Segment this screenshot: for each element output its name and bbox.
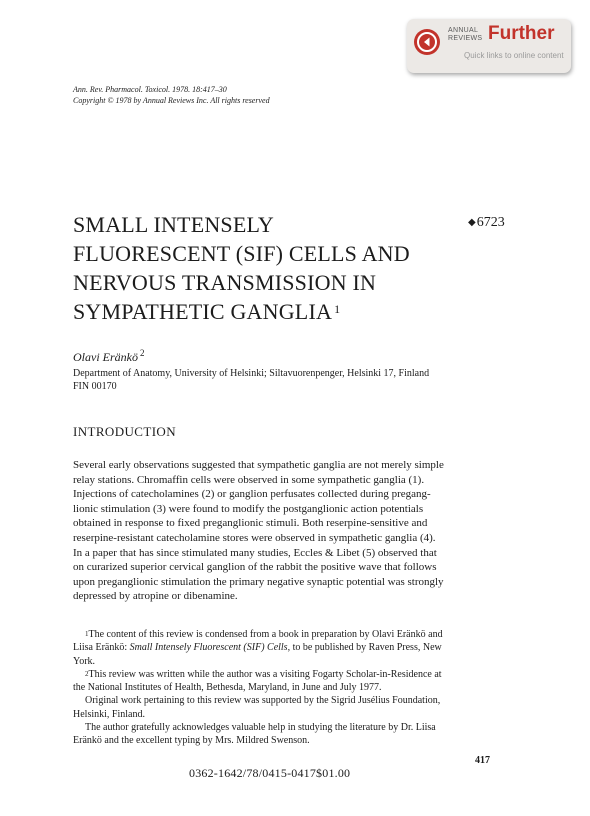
badge-further-text: Further: [488, 23, 555, 44]
page-number: 417: [475, 755, 490, 766]
paragraph-line: lionic stimulation (3) were found to modify the postganglionic action potentials: [73, 502, 424, 515]
footnote-1-mark: 1: [85, 630, 89, 638]
paragraph-line: obtained in response to fixed preganglionic stimuli. Both reserpine-sensitive and: [73, 517, 428, 530]
footnote-text: to be published by Raven Press, New: [290, 642, 442, 654]
badge-reviews-text: REVIEWS: [448, 35, 483, 42]
footnote-1-line-2: [73, 641, 493, 654]
affiliation-line: Department of Anatomy, University of Helsinki; Siltavuorenpenger, Helsinki 17, Finland: [73, 368, 430, 379]
footnote-2-line-2: the National Institutes of Health, Bethesda, Maryland, in June and July 1977.: [73, 682, 382, 694]
diamond-icon: ◆: [468, 217, 476, 228]
author-byline: [73, 348, 145, 365]
article-code-number: 6723: [476, 215, 505, 230]
title-footnote-mark[interactable]: 1: [334, 302, 341, 316]
annual-reviews-further-badge[interactable]: [407, 19, 571, 73]
footnote-1: [73, 628, 493, 641]
copyright-notice: Copyright © 1978 by Annual Reviews Inc. All rights reserved: [73, 96, 270, 105]
affiliation-line: FIN 00170: [73, 381, 117, 392]
paragraph-line: depressed by atropine or dibenamine.: [73, 590, 238, 603]
footnote-text: The content of this review is condensed from a book in preparation by Olavi Eränkö and: [88, 629, 443, 640]
author-footnote-mark[interactable]: 2: [140, 348, 145, 358]
footnote-text: Liisa Eränkö:: [73, 642, 130, 654]
title-line: FLUORESCENT (SIF) CELLS AND: [73, 241, 410, 266]
price-code: 0362-1642/78/0415-0417$01.00: [189, 766, 351, 780]
badge-annual-text: ANNUAL: [448, 27, 479, 34]
footnote-2-mark: 2: [85, 669, 89, 678]
play-icon: [414, 29, 440, 55]
paragraph-line: reserpine-resistant catecholamine stores were observed in sympathetic ganglia (4).: [73, 531, 436, 544]
support-note-line-2: Helsinki, Finland.: [73, 708, 145, 720]
journal-citation: Ann. Rev. Pharmacol. Toxicol. 1978. 18:417–30: [73, 85, 227, 94]
paragraph-line: on curarized superior cervical ganglion of the rabbit the positive wave that follows: [73, 561, 437, 574]
footnote-2: [73, 668, 493, 681]
title-line: NERVOUS TRANSMISSION IN: [73, 270, 377, 295]
footnotes: [73, 628, 493, 748]
article-code: [468, 215, 505, 231]
badge-publisher-label: [448, 27, 482, 43]
title-line-text: SYMPATHETIC GANGLIA: [73, 299, 333, 324]
title-line: SMALL INTENSELY: [73, 212, 275, 237]
paragraph-line: relay stations. Chromaffin cells were observed in some sympathetic ganglia (1).: [73, 473, 425, 486]
footnote-1-line-3: York.: [73, 655, 96, 667]
introduction-paragraph: [73, 458, 493, 604]
acknowledgment-note-line-2: Eränkö and the excellent typing by Mrs. Mildred Swenson.: [73, 735, 310, 747]
title-line: [73, 297, 473, 326]
paragraph-line: upon preganglionic stimulation the primary negative synaptic potential was strongly: [73, 575, 444, 588]
section-heading-introduction: INTRODUCTION: [73, 424, 177, 439]
badge-tagline: Quick links to online content: [464, 51, 564, 60]
acknowledgment-note: The author gratefully acknowledges valuable help in studying the literature by Dr. Liisa: [85, 722, 436, 734]
book-title: Small Intensely Fluorescent (SIF) Cells,: [129, 642, 291, 654]
footnote-text: This review was written while the author was a visiting Fogarty Scholar-in-Residence at: [88, 668, 442, 680]
paragraph-line: In a paper that has since stimulated many studies, Eccles & Libet (5) observed that: [73, 546, 437, 559]
article-title: [73, 210, 473, 326]
paragraph-line: Injections of catecholamines (2) or ganglion perfusates collected during pregang-: [73, 488, 431, 501]
support-note: Original work pertaining to this review was supported by the Sigrid Jusélius Foundation,: [85, 695, 441, 707]
paragraph-line: Several early observations suggested that sympathetic ganglia are not merely simple: [73, 459, 444, 471]
author-name: Olavi Eränkö: [73, 350, 138, 364]
author-affiliation: [73, 367, 493, 393]
